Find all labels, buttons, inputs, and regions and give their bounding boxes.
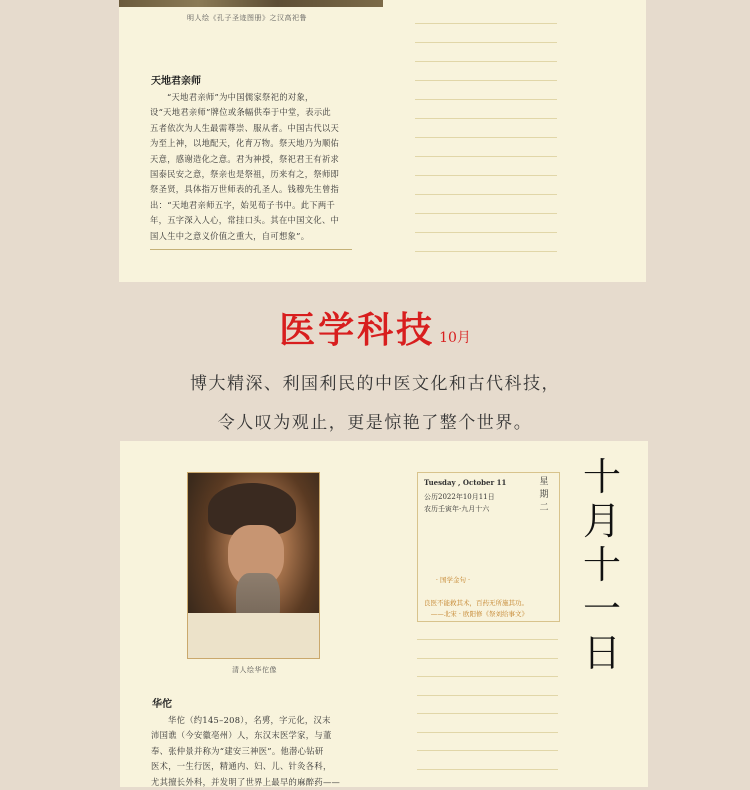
top-page — [119, 0, 646, 282]
portrait-caption: 清人绘华佗像 — [232, 666, 277, 674]
note-line — [415, 156, 557, 157]
note-line — [417, 639, 558, 640]
note-line — [415, 232, 557, 233]
body-line: 五者依次为人生最需尊崇、服从者。中国古代以天 — [150, 122, 340, 133]
body-line: 祭圣贤，具体指万世师表的孔圣人。钱穆先生曾指 — [150, 184, 340, 195]
note-line — [417, 769, 558, 770]
bottom-page — [120, 441, 648, 787]
quote-text: 良医不能救其术，百药无所施其功。 — [424, 599, 528, 607]
note-line — [417, 658, 558, 659]
date-card — [417, 472, 560, 622]
section-month: 10月 — [439, 330, 471, 346]
section-title: 天地君亲师 — [151, 76, 201, 87]
body-line: 华佗（约145–208），名旉，字元化，汉末 — [168, 715, 331, 725]
body-line: 设“天地君亲师”牌位或条幅供奉于中堂，表示此 — [150, 107, 332, 118]
note-line — [415, 42, 557, 43]
note-line — [415, 23, 557, 24]
end-rule — [150, 249, 352, 250]
body-line: 国人生中之意义价值之重大，自可想象”。 — [150, 230, 310, 241]
body-line: 医术，一生行医，精通内、妇、儿、针灸各科， — [151, 761, 332, 772]
note-line — [417, 750, 558, 751]
english-date: Tuesday , October 11 — [424, 478, 507, 487]
motto-quote — [424, 598, 528, 620]
body-line: 出：“天地君亲师五字，始见荀子书中。此下两千 — [150, 199, 336, 210]
note-line — [415, 118, 557, 119]
body-line: 年，五字深入人心，常挂口头。其在中国文化、中 — [150, 215, 340, 226]
note-line — [415, 137, 557, 138]
tagline-line-1: 博大精深、利国利民的中医文化和古代科技， — [190, 374, 560, 394]
body-text — [150, 90, 339, 244]
portrait-image — [187, 472, 320, 659]
note-line — [415, 213, 557, 214]
section-heading — [0, 302, 750, 353]
note-line — [417, 695, 558, 696]
tagline-line-2: 令人叹为观止，更是惊艳了整个世界。 — [217, 413, 533, 433]
motto-title: · 国学金句 · — [435, 576, 471, 584]
note-line — [417, 732, 558, 733]
note-line — [415, 99, 557, 100]
weekday: 星 期 二 — [539, 477, 549, 513]
body-line: 奉、张仲景并称为“建安三神医”。他潜心钻研 — [151, 745, 324, 756]
body-line: 为至上神，以地配天，化育万物。祭天地乃为顺佑 — [150, 138, 340, 149]
gregorian-date: 公历2022年10月11日 — [424, 493, 495, 501]
note-line — [415, 251, 557, 252]
body-line: 沛国谯（今安徽亳州）人，东汉末医学家，与董 — [151, 730, 332, 741]
lunar-date: 农历壬寅年·九月十六 — [424, 505, 490, 513]
note-line — [415, 194, 557, 195]
note-lines — [417, 631, 558, 787]
body-line: 尤其擅长外科，并发明了世界上最早的麻醉药—— — [151, 776, 341, 787]
quote-source: ——北宋 · 欧阳修《祭刘给事文》 — [430, 610, 528, 618]
note-line — [415, 175, 557, 176]
note-lines — [415, 0, 557, 282]
section-title: 医学科技 — [279, 309, 436, 351]
body-line: 天意，感谢造化之意。君为神授，祭祀君王有祈求 — [150, 153, 340, 164]
big-date: 十 月 十 一 日 — [582, 455, 621, 675]
body-text — [151, 713, 340, 790]
note-line — [417, 713, 558, 714]
body-line: “天地君亲师”为中国儒家祭祀的对象， — [167, 92, 314, 102]
note-line — [415, 80, 557, 81]
body-line: 国泰民安之意，祭亲也是祭祖，历来有之，祭师即 — [150, 169, 340, 180]
section-title: 华佗 — [152, 699, 172, 710]
painting-image — [119, 0, 383, 7]
note-line — [415, 61, 557, 62]
note-line — [417, 676, 558, 677]
image-caption: 明人绘《孔子圣迹图册》之汉高祀鲁 — [187, 14, 307, 22]
